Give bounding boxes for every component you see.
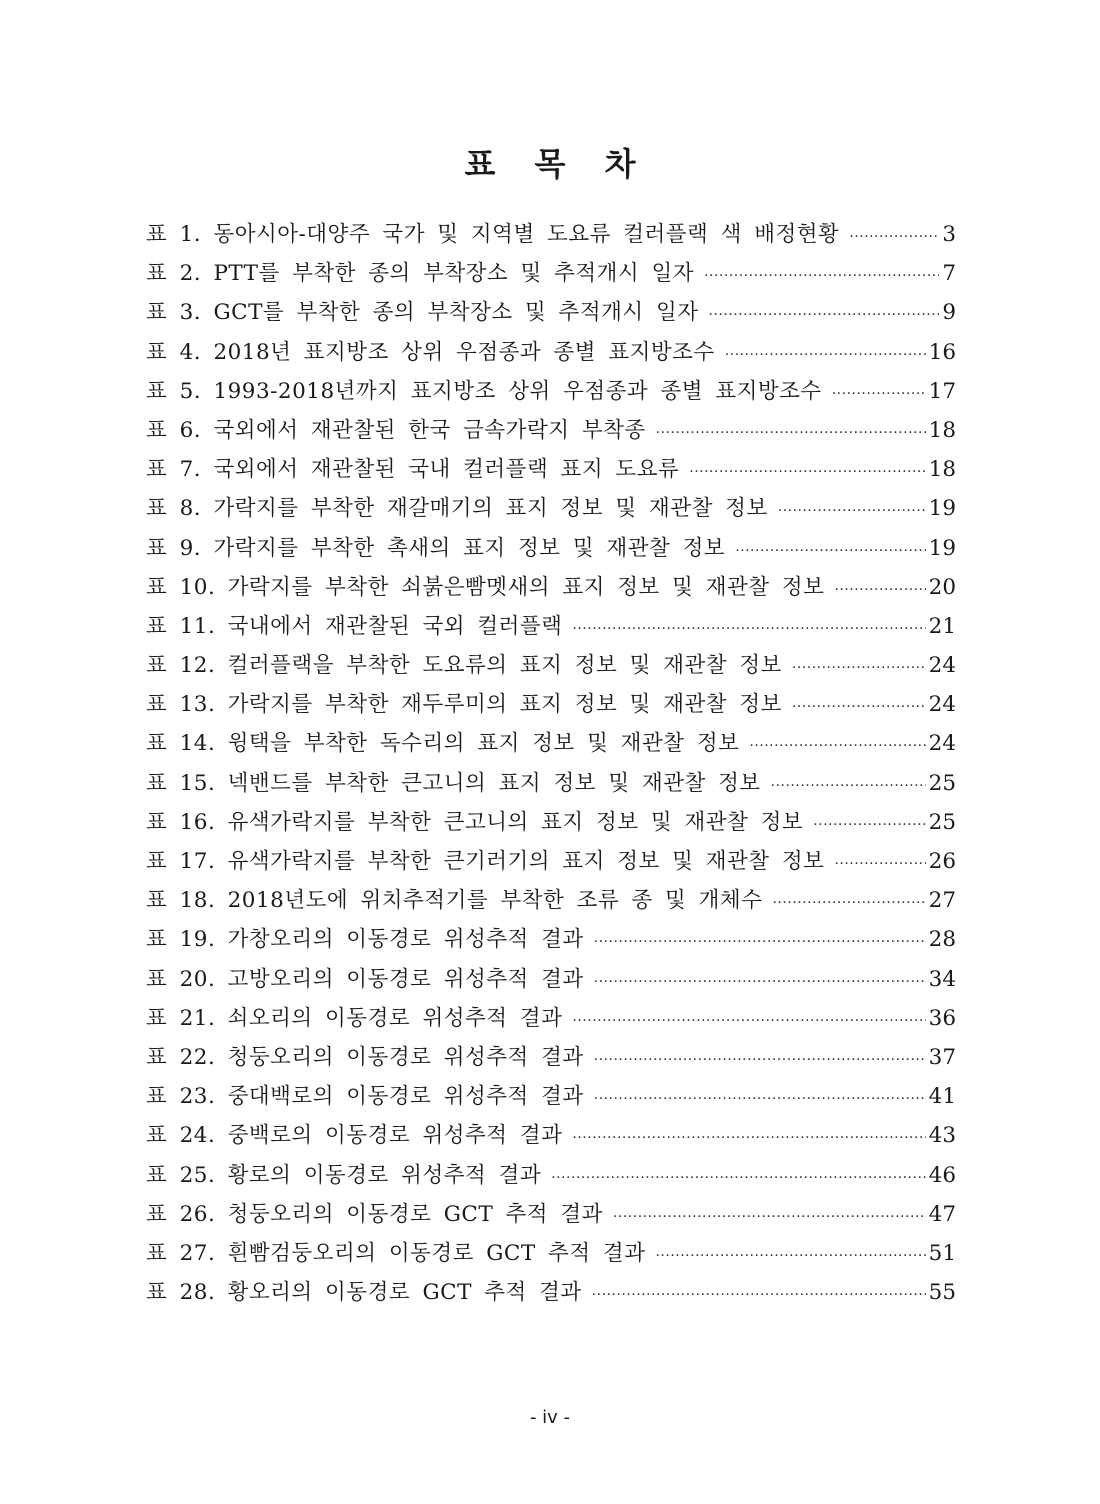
toc-entry-label: 표 15. 넥밴드를 부착한 큰고니의 표지 정보 및 재관찰 정보 [146, 770, 761, 796]
toc-entry-page: 20 [928, 574, 956, 600]
toc-entry-label: 표 27. 흰빰검둥오리의 이동경로 GCT 추적 결과 [146, 1240, 646, 1266]
toc-entry-page: 47 [928, 1201, 956, 1227]
toc-entry-label: 표 24. 중백로의 이동경로 위성추적 결과 [146, 1123, 563, 1149]
toc-entry-page: 9 [942, 300, 956, 326]
toc-leader-dots [772, 895, 925, 911]
toc-entry-label: 표 11. 국내에서 재관찰된 국외 컬러플랙 [146, 613, 563, 639]
toc-entry-page: 18 [928, 417, 956, 443]
toc-entry[interactable] [146, 648, 956, 687]
toc-entry[interactable] [146, 1158, 956, 1197]
toc-entry-page: 51 [928, 1240, 956, 1266]
toc-leader-dots [709, 307, 940, 323]
toc-leader-dots [689, 464, 925, 480]
toc-entry-page: 34 [928, 966, 956, 992]
toc-entry-label: 표 14. 윙택을 부착한 독수리의 표지 정보 및 재관찰 정보 [146, 731, 740, 757]
toc-leader-dots [572, 1130, 925, 1146]
toc-entry[interactable] [146, 1118, 956, 1157]
toc-leader-dots [613, 1209, 926, 1225]
page-title: 표 목 차 [464, 145, 650, 184]
toc-entry[interactable] [146, 962, 956, 1001]
toc-leader-dots [735, 543, 925, 559]
toc-entry-label: 표 20. 고방오리의 이동경로 위성추적 결과 [146, 966, 584, 992]
toc-entry-page: 43 [928, 1123, 956, 1149]
toc-entry-label: 표 19. 가창오리의 이동경로 위성추적 결과 [146, 927, 584, 953]
toc-entry-label: 표 10. 가락지를 부착한 쇠붉은빰멧새의 표지 정보 및 재관찰 정보 [146, 574, 825, 600]
toc-entry-label: 표 21. 쇠오리의 이동경로 위성추적 결과 [146, 1005, 563, 1031]
toc-entry-page: 27 [928, 888, 956, 914]
toc-entry[interactable] [146, 883, 956, 922]
toc-entry-label: 표 1. 동아시아-대양주 국가 및 지역별 도요류 컬러플랙 색 배정현황 [146, 222, 840, 247]
toc-entry-label: 표 28. 황오리의 이동경로 GCT 추적 결과 [146, 1280, 582, 1306]
toc-entry-label: 표 22. 청둥오리의 이동경로 위성추적 결과 [146, 1044, 584, 1070]
toc-leader-dots [594, 1091, 926, 1107]
toc-leader-dots [592, 1287, 926, 1303]
toc-entry-label: 표 26. 청둥오리의 이동경로 GCT 추적 결과 [146, 1201, 603, 1227]
toc-entry-label: 표 2. PTT를 부착한 종의 부착장소 및 추적개시 일자 [146, 261, 695, 287]
toc-entry-page: 26 [928, 849, 956, 874]
toc-entry-label: 표 12. 컬러플랙을 부착한 도요류의 표지 정보 및 재관찰 정보 [146, 653, 782, 679]
toc-entry[interactable] [146, 531, 956, 570]
toc-entry-page: 55 [928, 1280, 956, 1306]
toc-entry-label: 표 16. 유색가락지를 부착한 큰고니의 표지 정보 및 재관찰 정보 [146, 809, 804, 835]
toc-entry[interactable] [146, 1001, 956, 1040]
toc-entry-page: 41 [928, 1084, 956, 1110]
toc-leader-dots [594, 1052, 926, 1068]
toc-entry-page: 46 [928, 1162, 956, 1188]
toc-leader-dots [771, 778, 926, 794]
toc-entry-page: 19 [928, 535, 956, 561]
table-of-contents [146, 217, 956, 1314]
toc-entry-label: 표 13. 가락지를 부착한 재두루미의 표지 정보 및 재관찰 정보 [146, 692, 782, 718]
toc-entry[interactable] [146, 766, 956, 805]
toc-entry-page: 28 [928, 927, 956, 953]
toc-leader-dots [834, 582, 925, 598]
toc-entry[interactable] [146, 1197, 956, 1236]
toc-leader-dots [704, 268, 939, 284]
toc-leader-dots [813, 817, 925, 833]
toc-entry-label: 표 8. 가락지를 부착한 재갈매기의 표지 정보 및 재관찰 정보 [146, 496, 768, 522]
toc-entry[interactable] [146, 374, 956, 413]
toc-entry-page: 24 [928, 731, 956, 757]
toc-entry-label: 표 7. 국외에서 재관찰된 국내 컬러플랙 표지 도요류 [146, 457, 680, 483]
toc-entry[interactable] [146, 1236, 956, 1275]
toc-leader-dots [834, 856, 925, 872]
toc-leader-dots [551, 1170, 926, 1186]
toc-entry[interactable] [146, 1079, 956, 1118]
toc-entry-page: 16 [928, 339, 956, 365]
toc-entry[interactable] [146, 726, 956, 765]
footer-page-number: - iv - [529, 1407, 571, 1428]
toc-entry-page: 25 [928, 809, 956, 835]
toc-entry-page: 21 [928, 613, 956, 639]
toc-leader-dots [572, 1013, 925, 1029]
toc-entry-page: 17 [928, 378, 956, 404]
toc-leader-dots [725, 347, 926, 363]
toc-entry-page: 7 [942, 261, 956, 287]
toc-entry[interactable] [146, 413, 956, 452]
toc-leader-dots [656, 425, 926, 441]
toc-entry-page: 24 [928, 692, 956, 718]
toc-leader-dots [778, 503, 926, 519]
toc-entry-label: 표 3. GCT를 부착한 종의 부착장소 및 추적개시 일자 [146, 300, 699, 326]
toc-leader-dots [849, 229, 939, 245]
toc-entry-label: 표 5. 1993-2018년까지 표지방조 상위 우점종과 종별 표지방조수 [146, 378, 822, 404]
toc-leader-dots [655, 1248, 925, 1264]
toc-entry-page: 36 [928, 1005, 956, 1031]
toc-entry[interactable] [146, 609, 956, 648]
toc-entry-page: 24 [928, 653, 956, 679]
toc-entry-page: 37 [928, 1044, 956, 1070]
toc-entry[interactable] [146, 452, 956, 491]
toc-entry-label: 표 25. 황로의 이동경로 위성추적 결과 [146, 1162, 542, 1188]
toc-entry-page: 18 [928, 457, 956, 483]
toc-entry-label: 표 17. 유색가락지를 부착한 큰기러기의 표지 정보 및 재관찰 정보 [146, 849, 825, 874]
toc-entry[interactable] [146, 295, 956, 334]
toc-leader-dots [572, 621, 925, 637]
toc-entry-page: 25 [928, 770, 956, 796]
toc-entry[interactable] [146, 570, 956, 609]
toc-leader-dots [594, 974, 926, 990]
toc-leader-dots [792, 699, 926, 715]
toc-entry[interactable] [146, 335, 956, 374]
toc-leader-dots [594, 934, 926, 950]
toc-entry-label: 표 23. 중대백로의 이동경로 위성추적 결과 [146, 1084, 584, 1110]
toc-entry-label: 표 4. 2018년 표지방조 상위 우점종과 종별 표지방조수 [146, 339, 715, 365]
toc-entry-page: 19 [928, 496, 956, 522]
toc-entry-label: 표 6. 국외에서 재관찰된 한국 금속가락지 부착종 [146, 417, 646, 443]
toc-leader-dots [749, 738, 925, 754]
toc-entry[interactable] [146, 922, 956, 961]
toc-entry[interactable] [146, 1040, 956, 1079]
toc-entry[interactable] [146, 217, 956, 256]
toc-entry[interactable] [146, 805, 956, 844]
toc-entry[interactable] [146, 256, 956, 295]
toc-entry[interactable] [146, 844, 956, 883]
toc-entry[interactable] [146, 1275, 956, 1314]
toc-entry[interactable] [146, 491, 956, 530]
toc-entry-page: 3 [942, 222, 956, 247]
toc-entry[interactable] [146, 687, 956, 726]
toc-entry-label: 표 9. 가락지를 부착한 촉새의 표지 정보 및 재관찰 정보 [146, 535, 726, 561]
toc-leader-dots [792, 660, 926, 676]
toc-entry-label: 표 18. 2018년도에 위치추적기를 부착한 조류 종 및 개체수 [146, 888, 763, 914]
toc-leader-dots [832, 386, 926, 402]
